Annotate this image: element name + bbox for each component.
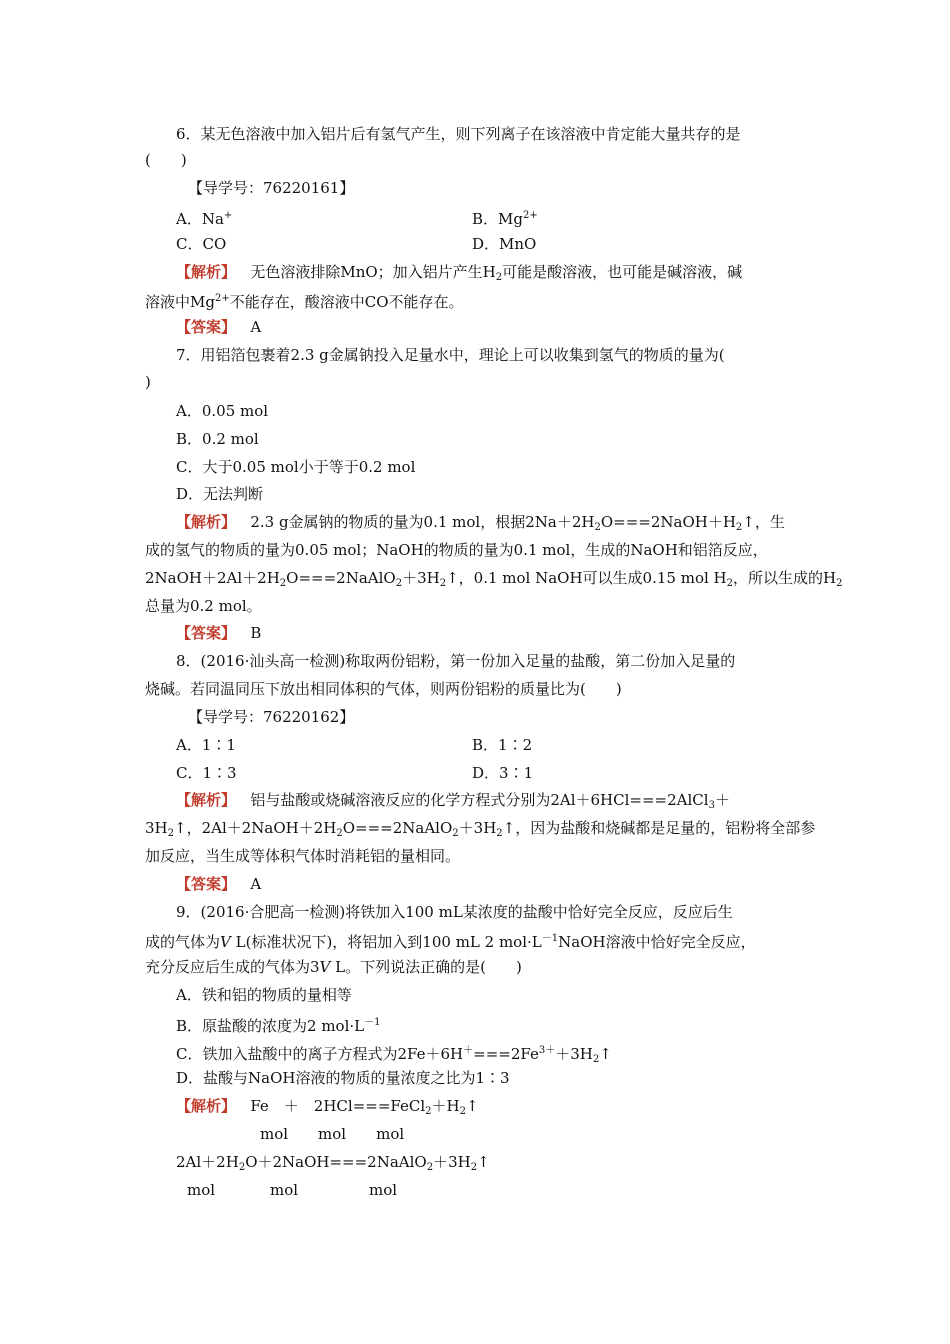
q9-option-d: D．盐酸与NaOH溶液的物质的量浓度之比为1∶3 xyxy=(176,1069,510,1087)
q7-analysis-line1: 【解析】 2.3 g金属钠的物质的量为0.1 mol，根据$2Na+2H_2O===2NaOH+H_2↑$，生 xyxy=(176,513,785,533)
q9-stem-line1: 9．(2016·合肥高一检测)将铁加入100 mL某浓度的盐酸中恰好完全反应，反应后生 xyxy=(176,903,733,921)
q6-guide-number: 【导学号：76220161】 xyxy=(188,179,355,197)
q9-analysis-unit-2: mol xyxy=(270,1181,299,1199)
q8-option-c: C．1∶3 xyxy=(176,764,237,782)
q7-option-a: A．0.05 mol xyxy=(176,402,269,420)
answer-tag: 【答案】 xyxy=(176,875,237,893)
analysis-tag: 【解析】 xyxy=(176,1097,237,1115)
q6-answer: 【答案】 A xyxy=(176,318,262,336)
q7-analysis-line3: $2NaOH+2Al+2H_2O===2NaAlO_2+3H_2↑$，0.1 mol NaOH可以生成0.15 mol $H_2$，所以生成的$H_2$ xyxy=(145,569,843,589)
q9-stem-line3: 充分反应后生成的气体为3V L。下列说法正确的是( ) xyxy=(145,958,522,976)
q7-option-b: B．0.2 mol xyxy=(176,430,259,448)
q8-option-d: D．3∶1 xyxy=(472,764,534,782)
q8-analysis-line3: 加反应，当生成等体积气体时消耗铝的量相同。 xyxy=(145,847,461,865)
q7-analysis-line2: 成的氢气的物质的量为0.05 mol；NaOH的物质的量为0.1 mol，生成的NaOH和铝箔反应， xyxy=(145,541,768,559)
analysis-tag: 【解析】 xyxy=(176,263,237,281)
q8-stem-line2: 烧碱。若同温同压下放出相同体积的气体，则两份铝粉的质量比为( ) xyxy=(145,680,622,698)
q7-analysis-line4: 总量为0.2 mol。 xyxy=(145,597,262,615)
answer-tag: 【答案】 xyxy=(176,624,237,642)
q8-stem-line1: 8．(2016·汕头高一检测)称取两份铝粉，第一份加入足量的盐酸，第二份加入足量的 xyxy=(176,652,736,670)
q9-analysis-unit-1: mol xyxy=(187,1181,216,1199)
analysis-tag: 【解析】 xyxy=(176,513,237,531)
q7-answer: 【答案】 B xyxy=(176,624,262,642)
q8-option-b: B．1∶2 xyxy=(472,736,533,754)
q9-stem-line2: 成的气体为V L(标准状况下)，将铝加入到100 mL 2 $mol\cdot L^{-1}NaOH$溶液中恰好完全反应， xyxy=(145,933,756,951)
q6-option-b: B．$Mg^{2+}$ xyxy=(472,210,538,228)
q9-option-b: B．原盐酸的浓度为2 $mol\cdot L^{-1}$ xyxy=(176,1017,381,1035)
q6-option-a: A．Na+ xyxy=(176,210,233,228)
q9-analysis-equation1: 【解析】 Fe ＋ $2HCl===FeCl_2+H_2↑$ xyxy=(176,1097,479,1117)
q7-option-c: C．大于0.05 mol小于等于0.2 mol xyxy=(176,458,416,476)
q8-analysis-line2: $3H_2↑$，$2Al+2NaOH+2H_2O===2NaAlO_2+3H_2↑$，因为盐酸和烧碱都是足量的，铝粉将全部参 xyxy=(145,819,816,839)
q6-stem-line2: ( ) xyxy=(145,151,187,169)
q8-answer: 【答案】 A xyxy=(176,875,262,893)
q9-analysis-equation2: $2Al+2H_2O+2NaOH===2NaAlO_2+3H_2↑$ xyxy=(176,1153,490,1173)
q6-stem-line1: 6．某无色溶液中加入铝片后有氢气产生，则下列离子在该溶液中肯定能大量共存的是 xyxy=(176,125,741,143)
analysis-tag: 【解析】 xyxy=(176,791,237,809)
q7-stem-line2: ) xyxy=(145,373,151,391)
q6-option-c: C．CO xyxy=(176,235,227,253)
q6-analysis-line1: 【解析】 无色溶液排除MnO；加入铝片产生$H_2$可能是酸溶液，也可能是碱溶液，碱 xyxy=(176,263,743,283)
q9-option-a: A．铁和铝的物质的量相等 xyxy=(176,986,352,1004)
answer-tag: 【答案】 xyxy=(176,318,237,336)
q6-option-d: D．MnO xyxy=(472,235,537,253)
q8-analysis-line1: 【解析】 铝与盐酸或烧碱溶液反应的化学方程式分别为2Al＋6HCl===2AlCl$_3$＋ xyxy=(176,791,730,811)
q9-analysis-units1: mol mol mol xyxy=(260,1125,405,1143)
q7-stem-line1: 7．用铝箔包裹着2.3 g金属钠投入足量水中，理论上可以收集到氢气的物质的量为( xyxy=(176,346,725,364)
q7-option-d: D．无法判断 xyxy=(176,485,264,503)
q9-analysis-unit-3: mol xyxy=(369,1181,398,1199)
q8-option-a: A．1∶1 xyxy=(176,736,236,754)
q8-guide-number: 【导学号：76220162】 xyxy=(188,708,355,726)
q9-option-c: C．铁加入盐酸中的离子方程式为$2Fe+6H^+===2Fe^{3+}+3H_2↑$ xyxy=(176,1045,612,1065)
q6-analysis-line2: 溶液中$Mg^{2+}$不能存在，酸溶液中CO不能存在。 xyxy=(145,293,464,311)
